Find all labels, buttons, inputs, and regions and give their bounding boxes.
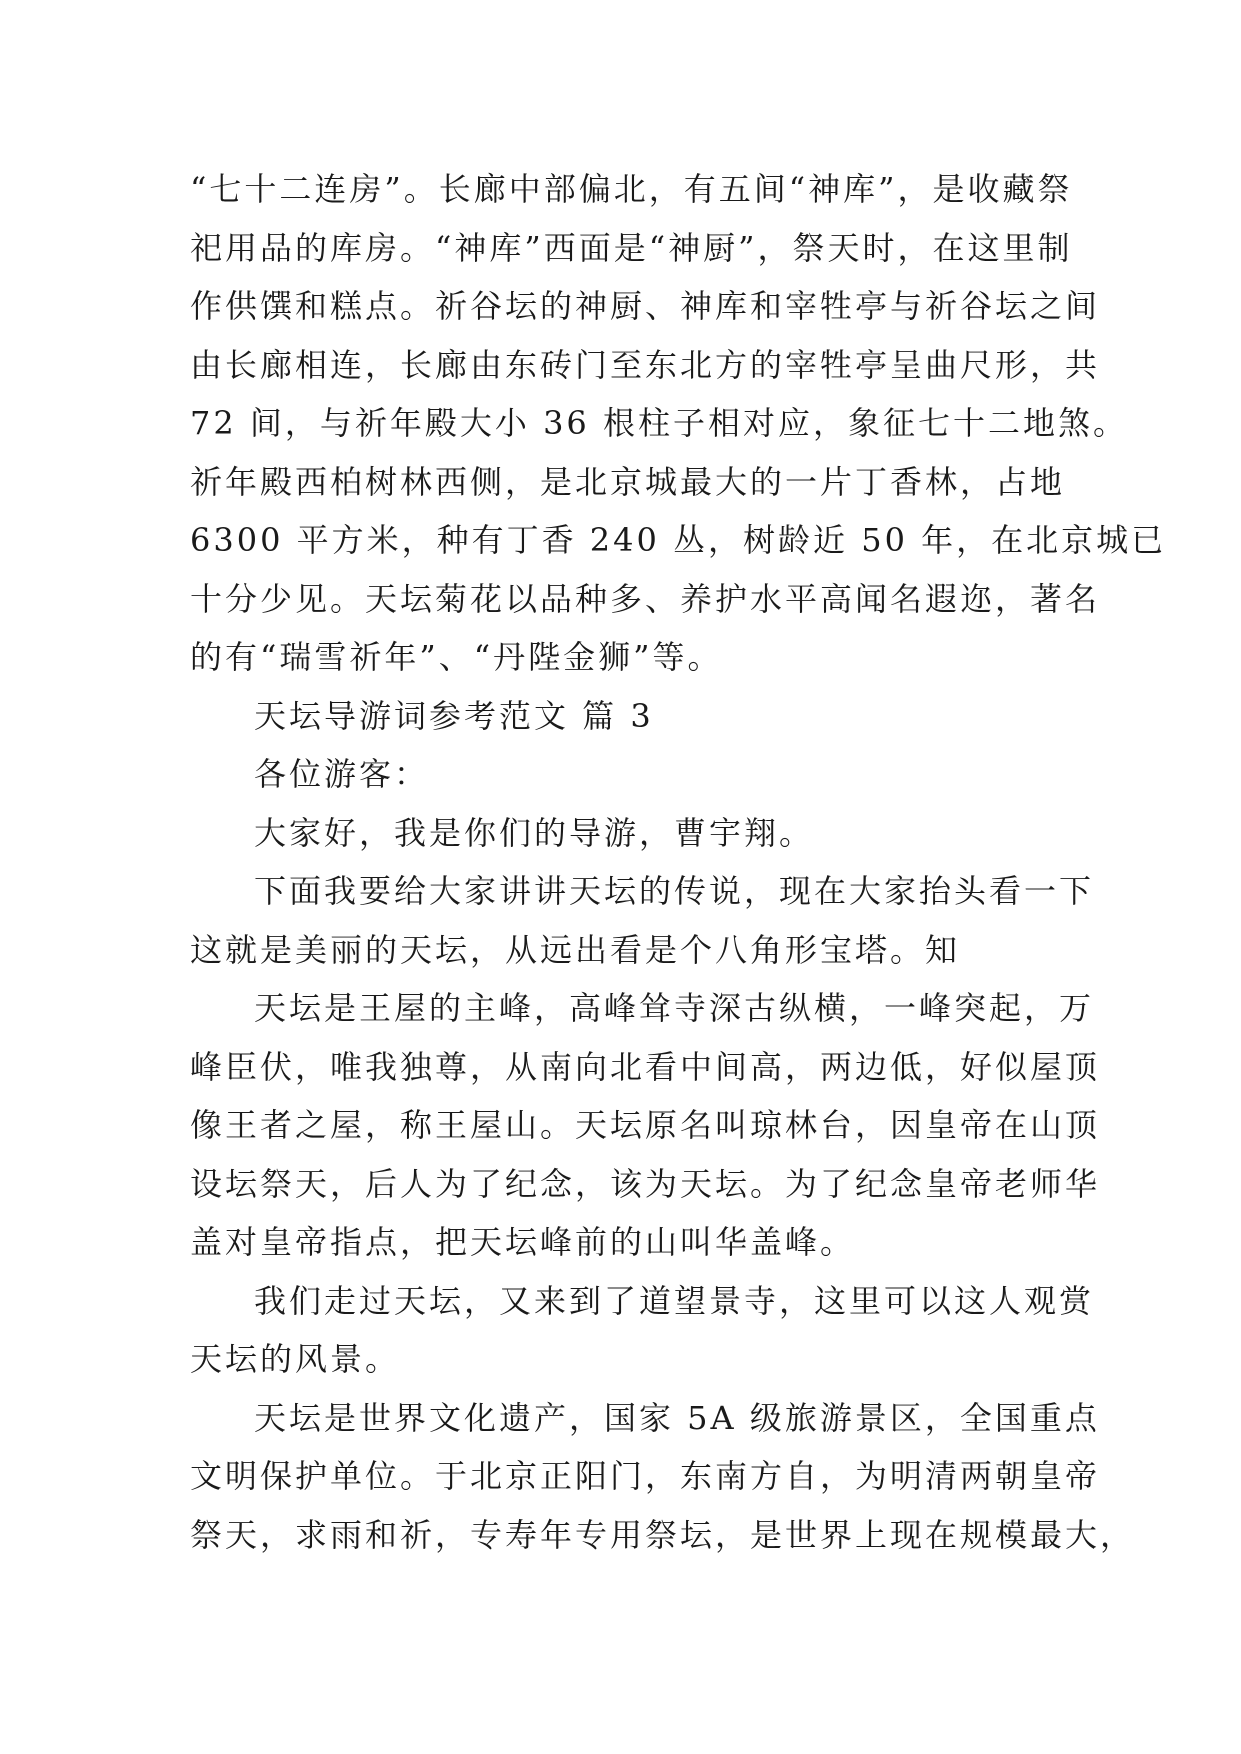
text-line: 天坛是世界文化遗产，国家 5A 级旅游景区，全国重点 — [254, 1398, 1100, 1437]
text-line: 由长廊相连，长廊由东砖门至东北方的宰牲亭呈曲尺形，共 — [190, 345, 1101, 384]
text-line: 峰臣伏，唯我独尊，从南向北看中间高，两边低，好似屋顶 — [190, 1047, 1101, 1086]
text-line: 天坛是王屋的主峰，高峰耸寺深古纵横，一峰突起，万 — [254, 989, 1095, 1027]
text-line: 祈年殿西柏树林西侧，是北京城最大的一片丁香林，占地 — [190, 462, 1066, 501]
text-line: 十分少见。天坛菊花以品种多、养护水平高闻名遐迩，著名 — [190, 579, 1101, 618]
text-line: 作供馔和糕点。祈谷坛的神厨、神库和宰牲亭与祈谷坛之间 — [190, 287, 1101, 325]
text-line: 下面我要给大家讲讲天坛的传说，现在大家抬头看一下 — [254, 872, 1095, 910]
text-line: “七十二连房”。长廊中部偏北，有五间“神库”，是收藏祭 — [190, 170, 1073, 208]
text-line: 这就是美丽的天坛，从远出看是个八角形宝塔。知 — [190, 930, 961, 969]
text-line: 天坛导游词参考范文 篇 3 — [254, 696, 654, 735]
text-line: 祭天，求雨和祈，专寿年专用祭坛，是世界上现在规模最大， — [190, 1515, 1136, 1554]
text-line: 像王者之屋，称王屋山。天坛原名叫琼林台，因皇帝在山顶 — [190, 1106, 1101, 1144]
body-text — [190, 160, 1167, 1564]
text-line: 文明保护单位。于北京正阳门，东南方自，为明清两朝皇帝 — [190, 1457, 1101, 1495]
text-line: 的有“瑞雪祈年”、“丹陛金狮”等。 — [190, 638, 723, 676]
text-line: 祀用品的库房。“神库”西面是“神厨”，祭天时，在这里制 — [190, 228, 1073, 267]
text-line: 我们走过天坛，又来到了道望景寺，这里可以这人观赏 — [254, 1281, 1095, 1320]
text-line: 设坛祭天，后人为了纪念，该为天坛。为了纪念皇帝老师华 — [190, 1164, 1101, 1203]
text-line: 天坛的风景。 — [190, 1340, 401, 1378]
text-line: 72 间，与祈年殿大小 36 根柱子相对应，象征七十二地煞。 — [190, 404, 1128, 442]
text-line: 各位游客： — [254, 755, 430, 793]
text-line: 盖对皇帝指点，把天坛峰前的山叫华盖峰。 — [190, 1223, 856, 1261]
text-line: 大家好，我是你们的导游，曹宇翔。 — [254, 813, 815, 852]
text-line: 6300 平方米，种有丁香 240 丛，树龄近 50 年，在北京城已 — [190, 521, 1167, 559]
